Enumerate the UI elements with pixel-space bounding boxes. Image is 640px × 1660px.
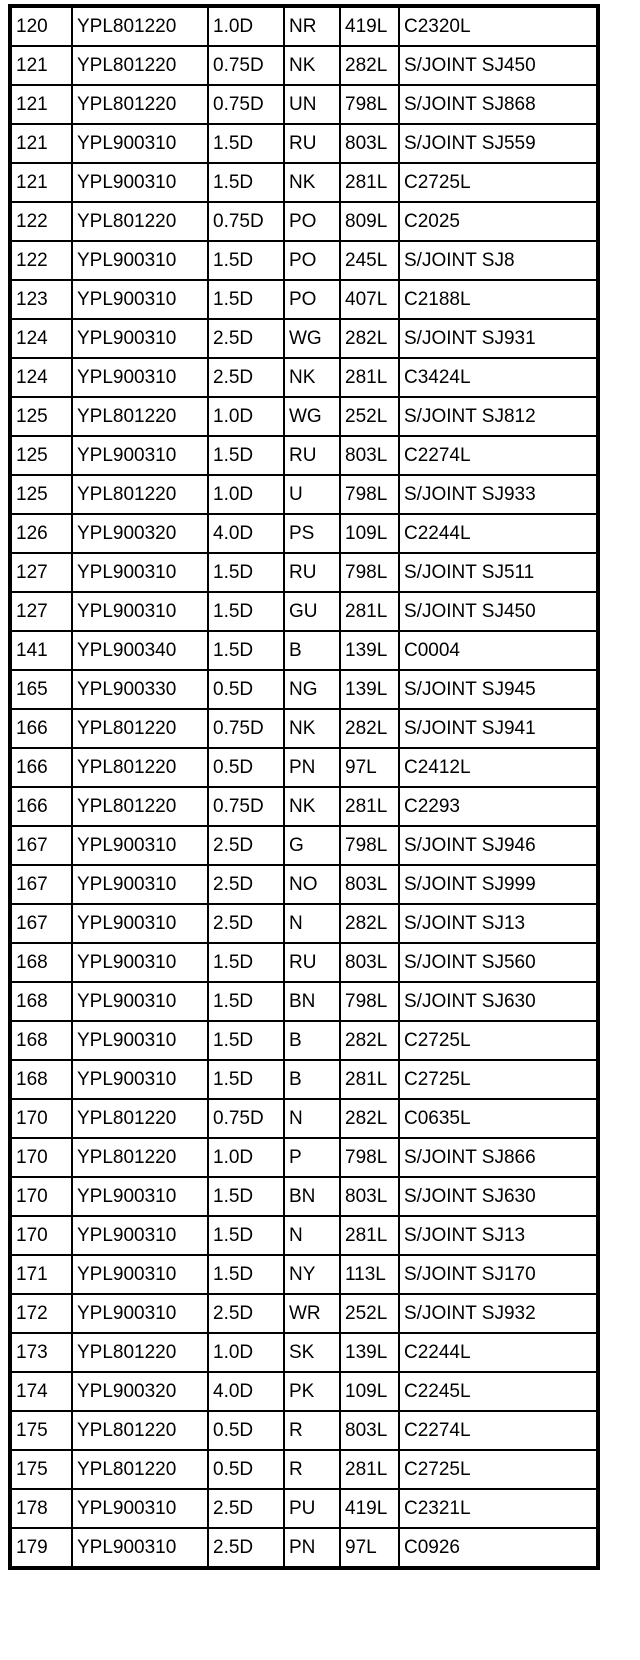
cell-diameter: 1.0D <box>208 475 284 514</box>
cell-length: 245L <box>340 241 399 280</box>
cell-part-number: YPL900310 <box>72 1489 208 1528</box>
cell-id: 167 <box>12 865 72 904</box>
cell-length: 798L <box>340 553 399 592</box>
table-row <box>12 709 596 748</box>
cell-code: P <box>284 1138 340 1177</box>
cell-connection: C2244L <box>399 1333 596 1372</box>
cell-code: PK <box>284 1372 340 1411</box>
cell-id: 170 <box>12 1177 72 1216</box>
cell-diameter: 2.5D <box>208 904 284 943</box>
cell-code: WR <box>284 1294 340 1333</box>
cell-diameter: 2.5D <box>208 826 284 865</box>
cell-part-number: YPL900310 <box>72 1021 208 1060</box>
cell-connection: C2725L <box>399 1450 596 1489</box>
cell-diameter: 0.75D <box>208 1099 284 1138</box>
cell-diameter: 4.0D <box>208 514 284 553</box>
cell-length: 803L <box>340 1411 399 1450</box>
cell-id: 125 <box>12 397 72 436</box>
cell-diameter: 0.5D <box>208 748 284 787</box>
cell-id: 167 <box>12 826 72 865</box>
cell-diameter: 1.5D <box>208 553 284 592</box>
cell-code: U <box>284 475 340 514</box>
cell-connection: S/JOINT SJ941 <box>399 709 596 748</box>
cell-part-number: YPL801220 <box>72 1138 208 1177</box>
cell-connection: S/JOINT SJ630 <box>399 1177 596 1216</box>
cell-length: 109L <box>340 1372 399 1411</box>
cell-part-number: YPL900310 <box>72 436 208 475</box>
cell-connection: S/JOINT SJ999 <box>399 865 596 904</box>
cell-length: 281L <box>340 1060 399 1099</box>
cell-id: 168 <box>12 982 72 1021</box>
cell-diameter: 1.5D <box>208 163 284 202</box>
table-row <box>12 1216 596 1255</box>
cell-length: 809L <box>340 202 399 241</box>
table-row <box>12 1333 596 1372</box>
cell-code: PS <box>284 514 340 553</box>
table-body <box>12 8 596 1566</box>
cell-code: UN <box>284 85 340 124</box>
cell-length: 252L <box>340 1294 399 1333</box>
cell-id: 121 <box>12 124 72 163</box>
cell-length: 109L <box>340 514 399 553</box>
cell-connection: C2725L <box>399 1060 596 1099</box>
cell-connection: S/JOINT SJ932 <box>399 1294 596 1333</box>
table-row <box>12 124 596 163</box>
cell-id: 124 <box>12 319 72 358</box>
cell-part-number: YPL900310 <box>72 865 208 904</box>
cell-connection: S/JOINT SJ946 <box>399 826 596 865</box>
cell-part-number: YPL801220 <box>72 1333 208 1372</box>
table-row <box>12 1528 596 1566</box>
cell-connection: C2274L <box>399 1411 596 1450</box>
data-table-frame <box>8 4 600 1570</box>
cell-id: 126 <box>12 514 72 553</box>
cell-diameter: 1.0D <box>208 8 284 46</box>
cell-part-number: YPL801220 <box>72 397 208 436</box>
cell-id: 168 <box>12 1060 72 1099</box>
cell-diameter: 0.5D <box>208 670 284 709</box>
cell-length: 282L <box>340 1021 399 1060</box>
cell-part-number: YPL900310 <box>72 1216 208 1255</box>
cell-part-number: YPL900310 <box>72 280 208 319</box>
cell-diameter: 0.75D <box>208 787 284 826</box>
cell-connection: C0635L <box>399 1099 596 1138</box>
table-row <box>12 748 596 787</box>
cell-part-number: YPL900310 <box>72 553 208 592</box>
table-row <box>12 241 596 280</box>
cell-id: 165 <box>12 670 72 709</box>
cell-code: B <box>284 1021 340 1060</box>
cell-code: BN <box>284 1177 340 1216</box>
cell-part-number: YPL801220 <box>72 202 208 241</box>
cell-code: NK <box>284 46 340 85</box>
cell-id: 170 <box>12 1138 72 1177</box>
table-row <box>12 436 596 475</box>
cell-length: 798L <box>340 85 399 124</box>
cell-id: 170 <box>12 1216 72 1255</box>
cell-id: 173 <box>12 1333 72 1372</box>
cell-code: NY <box>284 1255 340 1294</box>
cell-id: 125 <box>12 436 72 475</box>
cell-part-number: YPL801220 <box>72 1450 208 1489</box>
cell-connection: C2321L <box>399 1489 596 1528</box>
cell-code: NK <box>284 358 340 397</box>
table-row <box>12 631 596 670</box>
cell-connection: S/JOINT SJ868 <box>399 85 596 124</box>
cell-connection: S/JOINT SJ559 <box>399 124 596 163</box>
cell-connection: S/JOINT SJ450 <box>399 592 596 631</box>
cell-code: B <box>284 631 340 670</box>
cell-diameter: 1.0D <box>208 1333 284 1372</box>
cell-length: 803L <box>340 943 399 982</box>
cell-connection: S/JOINT SJ931 <box>399 319 596 358</box>
cell-id: 121 <box>12 46 72 85</box>
cell-part-number: YPL900310 <box>72 904 208 943</box>
table-row <box>12 163 596 202</box>
cell-length: 281L <box>340 592 399 631</box>
cell-id: 172 <box>12 1294 72 1333</box>
cell-length: 803L <box>340 436 399 475</box>
cell-part-number: YPL900310 <box>72 943 208 982</box>
cell-diameter: 1.5D <box>208 1216 284 1255</box>
cell-id: 127 <box>12 592 72 631</box>
cell-part-number: YPL801220 <box>72 709 208 748</box>
table-row <box>12 85 596 124</box>
table-row <box>12 514 596 553</box>
cell-connection: C2725L <box>399 163 596 202</box>
cell-part-number: YPL900310 <box>72 163 208 202</box>
cell-id: 127 <box>12 553 72 592</box>
cell-id: 166 <box>12 787 72 826</box>
table-row <box>12 943 596 982</box>
cell-id: 178 <box>12 1489 72 1528</box>
cell-code: G <box>284 826 340 865</box>
cell-code: RU <box>284 124 340 163</box>
table-row <box>12 358 596 397</box>
cell-diameter: 1.5D <box>208 280 284 319</box>
cell-part-number: YPL900320 <box>72 1372 208 1411</box>
table-row <box>12 397 596 436</box>
cell-length: 282L <box>340 709 399 748</box>
cell-code: GU <box>284 592 340 631</box>
cell-diameter: 0.75D <box>208 709 284 748</box>
table-row <box>12 319 596 358</box>
cell-connection: C2274L <box>399 436 596 475</box>
table-row <box>12 1489 596 1528</box>
cell-connection: S/JOINT SJ933 <box>399 475 596 514</box>
cell-code: R <box>284 1411 340 1450</box>
cell-part-number: YPL801220 <box>72 1099 208 1138</box>
cell-length: 97L <box>340 1528 399 1566</box>
cell-code: NK <box>284 787 340 826</box>
cell-length: 419L <box>340 8 399 46</box>
table-row <box>12 1411 596 1450</box>
cell-part-number: YPL900310 <box>72 124 208 163</box>
table-row <box>12 475 596 514</box>
cell-diameter: 0.75D <box>208 85 284 124</box>
cell-connection: S/JOINT SJ8 <box>399 241 596 280</box>
table-row <box>12 280 596 319</box>
cell-code: R <box>284 1450 340 1489</box>
cell-diameter: 4.0D <box>208 1372 284 1411</box>
cell-diameter: 2.5D <box>208 1528 284 1566</box>
cell-length: 113L <box>340 1255 399 1294</box>
cell-diameter: 2.5D <box>208 1489 284 1528</box>
cell-length: 139L <box>340 670 399 709</box>
cell-connection: C2244L <box>399 514 596 553</box>
cell-id: 175 <box>12 1450 72 1489</box>
table-row <box>12 904 596 943</box>
cell-length: 419L <box>340 1489 399 1528</box>
cell-code: NO <box>284 865 340 904</box>
cell-id: 170 <box>12 1099 72 1138</box>
cell-connection: C2412L <box>399 748 596 787</box>
cell-part-number: YPL801220 <box>72 475 208 514</box>
cell-length: 97L <box>340 748 399 787</box>
cell-code: PN <box>284 1528 340 1566</box>
cell-code: SK <box>284 1333 340 1372</box>
table-row <box>12 1099 596 1138</box>
cell-length: 798L <box>340 826 399 865</box>
cell-part-number: YPL900310 <box>72 1294 208 1333</box>
cell-diameter: 0.5D <box>208 1411 284 1450</box>
cell-diameter: 1.0D <box>208 397 284 436</box>
cell-diameter: 1.5D <box>208 241 284 280</box>
cell-connection: S/JOINT SJ812 <box>399 397 596 436</box>
cell-length: 252L <box>340 397 399 436</box>
cell-id: 121 <box>12 85 72 124</box>
table-row <box>12 1138 596 1177</box>
cell-part-number: YPL900310 <box>72 241 208 280</box>
table-row <box>12 553 596 592</box>
table-row <box>12 1450 596 1489</box>
cell-code: N <box>284 904 340 943</box>
cell-connection: S/JOINT SJ945 <box>399 670 596 709</box>
cell-id: 167 <box>12 904 72 943</box>
cell-connection: C2293 <box>399 787 596 826</box>
cell-length: 282L <box>340 319 399 358</box>
cell-part-number: YPL900310 <box>72 1528 208 1566</box>
cell-diameter: 0.75D <box>208 202 284 241</box>
cell-length: 281L <box>340 163 399 202</box>
cell-id: 175 <box>12 1411 72 1450</box>
cell-connection: S/JOINT SJ511 <box>399 553 596 592</box>
cell-code: PU <box>284 1489 340 1528</box>
data-table <box>12 8 596 1566</box>
cell-code: PO <box>284 241 340 280</box>
cell-diameter: 1.5D <box>208 436 284 475</box>
cell-connection: C2725L <box>399 1021 596 1060</box>
cell-id: 166 <box>12 748 72 787</box>
cell-diameter: 1.5D <box>208 124 284 163</box>
cell-connection: S/JOINT SJ13 <box>399 904 596 943</box>
cell-part-number: YPL900330 <box>72 670 208 709</box>
cell-code: N <box>284 1099 340 1138</box>
cell-diameter: 1.5D <box>208 1255 284 1294</box>
cell-connection: C3424L <box>399 358 596 397</box>
cell-id: 125 <box>12 475 72 514</box>
cell-diameter: 1.5D <box>208 631 284 670</box>
table-row <box>12 982 596 1021</box>
cell-id: 123 <box>12 280 72 319</box>
cell-id: 168 <box>12 1021 72 1060</box>
cell-code: NK <box>284 709 340 748</box>
cell-diameter: 1.0D <box>208 1138 284 1177</box>
cell-diameter: 2.5D <box>208 358 284 397</box>
cell-length: 282L <box>340 904 399 943</box>
cell-part-number: YPL900310 <box>72 1177 208 1216</box>
cell-code: WG <box>284 397 340 436</box>
cell-code: WG <box>284 319 340 358</box>
cell-diameter: 0.5D <box>208 1450 284 1489</box>
table-row <box>12 670 596 709</box>
cell-part-number: YPL900310 <box>72 592 208 631</box>
cell-diameter: 1.5D <box>208 1060 284 1099</box>
cell-connection: S/JOINT SJ13 <box>399 1216 596 1255</box>
cell-id: 141 <box>12 631 72 670</box>
cell-code: N <box>284 1216 340 1255</box>
cell-length: 282L <box>340 1099 399 1138</box>
table-row <box>12 826 596 865</box>
cell-diameter: 0.75D <box>208 46 284 85</box>
cell-diameter: 1.5D <box>208 943 284 982</box>
cell-code: NK <box>284 163 340 202</box>
cell-part-number: YPL900340 <box>72 631 208 670</box>
cell-diameter: 1.5D <box>208 1021 284 1060</box>
table-row <box>12 202 596 241</box>
cell-part-number: YPL801220 <box>72 748 208 787</box>
cell-part-number: YPL801220 <box>72 787 208 826</box>
cell-connection: C2320L <box>399 8 596 46</box>
cell-part-number: YPL801220 <box>72 85 208 124</box>
cell-diameter: 1.5D <box>208 592 284 631</box>
table-row <box>12 1177 596 1216</box>
cell-length: 798L <box>340 475 399 514</box>
table-row <box>12 1372 596 1411</box>
cell-diameter: 2.5D <box>208 1294 284 1333</box>
cell-id: 171 <box>12 1255 72 1294</box>
cell-id: 124 <box>12 358 72 397</box>
cell-length: 803L <box>340 124 399 163</box>
cell-part-number: YPL801220 <box>72 8 208 46</box>
cell-length: 282L <box>340 46 399 85</box>
cell-connection: S/JOINT SJ450 <box>399 46 596 85</box>
table-row <box>12 1021 596 1060</box>
cell-diameter: 1.5D <box>208 1177 284 1216</box>
table-row <box>12 865 596 904</box>
cell-code: B <box>284 1060 340 1099</box>
cell-connection: C2188L <box>399 280 596 319</box>
cell-connection: S/JOINT SJ866 <box>399 1138 596 1177</box>
cell-part-number: YPL900310 <box>72 358 208 397</box>
cell-diameter: 2.5D <box>208 865 284 904</box>
cell-code: RU <box>284 553 340 592</box>
cell-part-number: YPL801220 <box>72 1411 208 1450</box>
cell-length: 798L <box>340 982 399 1021</box>
cell-code: RU <box>284 436 340 475</box>
cell-connection: C0004 <box>399 631 596 670</box>
cell-part-number: YPL900310 <box>72 319 208 358</box>
cell-part-number: YPL900310 <box>72 982 208 1021</box>
cell-length: 139L <box>340 1333 399 1372</box>
cell-id: 179 <box>12 1528 72 1566</box>
cell-part-number: YPL900320 <box>72 514 208 553</box>
cell-length: 803L <box>340 865 399 904</box>
cell-code: NG <box>284 670 340 709</box>
cell-part-number: YPL801220 <box>72 46 208 85</box>
cell-code: PN <box>284 748 340 787</box>
cell-id: 174 <box>12 1372 72 1411</box>
table-row <box>12 1060 596 1099</box>
cell-id: 166 <box>12 709 72 748</box>
cell-length: 281L <box>340 1450 399 1489</box>
cell-id: 168 <box>12 943 72 982</box>
cell-length: 798L <box>340 1138 399 1177</box>
cell-part-number: YPL900310 <box>72 1060 208 1099</box>
table-row <box>12 1255 596 1294</box>
cell-length: 407L <box>340 280 399 319</box>
table-row <box>12 787 596 826</box>
table-row <box>12 8 596 46</box>
cell-connection: S/JOINT SJ560 <box>399 943 596 982</box>
table-row <box>12 1294 596 1333</box>
cell-connection: C2245L <box>399 1372 596 1411</box>
cell-code: RU <box>284 943 340 982</box>
cell-length: 139L <box>340 631 399 670</box>
cell-code: NR <box>284 8 340 46</box>
cell-id: 121 <box>12 163 72 202</box>
cell-diameter: 1.5D <box>208 982 284 1021</box>
cell-connection: S/JOINT SJ630 <box>399 982 596 1021</box>
table-row <box>12 46 596 85</box>
cell-length: 281L <box>340 1216 399 1255</box>
cell-connection: S/JOINT SJ170 <box>399 1255 596 1294</box>
cell-id: 122 <box>12 241 72 280</box>
cell-part-number: YPL900310 <box>72 826 208 865</box>
cell-length: 803L <box>340 1177 399 1216</box>
cell-connection: C0926 <box>399 1528 596 1566</box>
cell-connection: C2025 <box>399 202 596 241</box>
table-row <box>12 592 596 631</box>
cell-code: BN <box>284 982 340 1021</box>
cell-length: 281L <box>340 787 399 826</box>
cell-length: 281L <box>340 358 399 397</box>
cell-id: 122 <box>12 202 72 241</box>
cell-code: PO <box>284 202 340 241</box>
cell-diameter: 2.5D <box>208 319 284 358</box>
cell-code: PO <box>284 280 340 319</box>
cell-id: 120 <box>12 8 72 46</box>
cell-part-number: YPL900310 <box>72 1255 208 1294</box>
